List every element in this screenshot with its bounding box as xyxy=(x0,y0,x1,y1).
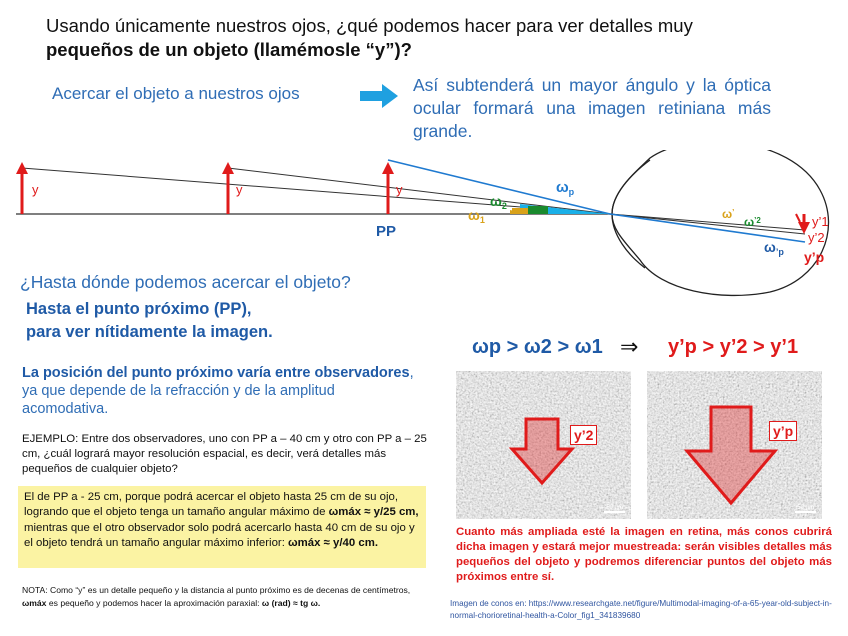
nota-omega-max: ωmáx xyxy=(22,598,47,608)
asi-text: Así subtenderá un mayor ángulo y la óptica ocular formará una imagen retiniana más grande. xyxy=(413,75,771,141)
object-arrow-p-head xyxy=(382,162,394,174)
nota-part2: es pequeño y podemos hacer la aproximación paraxial: xyxy=(46,598,262,608)
title-line2 xyxy=(46,38,836,62)
y-label-1: y xyxy=(32,182,39,197)
omega-p-label: $\omega_p$ xyxy=(556,179,575,197)
image-source: Imagen de conos en: https://www.researchgate.net/figure/Multimodal-imaging-of-a-65-year-old-subject-in-normal-chorioretinal-health-a-Color_fig1_341839680 xyxy=(450,599,832,620)
nota-part1: NOTA: Como “y” es un detalle pequeño y la distancia al punto próximo es de decenas de centímetros, xyxy=(22,585,411,595)
ejemplo-text: EJEMPLO: Entre dos observadores, uno con PP a – 40 cm y otro con PP a – 25 cm, ¿cuál logrará mayor resolución espacial, es decir, verá detalles más pequeños de cualquier objeto? xyxy=(22,433,427,475)
right-arrow-icon xyxy=(360,84,398,113)
hasta-answer-line1: Hasta el punto próximo (PP), xyxy=(26,300,252,318)
ray-2 xyxy=(228,168,610,214)
scale-bar-left: 50 µm xyxy=(606,505,623,511)
page-title xyxy=(46,14,836,62)
omega-1-rect xyxy=(512,208,528,214)
omega-2-label: $\omega_2$ xyxy=(490,193,507,211)
omega-prime-1-label: ω’ xyxy=(722,207,735,221)
cone-image-left xyxy=(456,371,631,519)
omega-prime-p-label: $\omega_{’p}$ xyxy=(764,239,784,257)
hasta-answer-line2: para ver nítidamente la imagen. xyxy=(26,323,273,341)
answer-formula2: ωmáx ≈ y/40 cm. xyxy=(288,536,379,549)
y-label-p: y xyxy=(396,182,403,197)
answer-part1: El de PP a - 25 cm, porque podrá acercar el objeto hasta 25 cm de su ojo, logrando que el objeto tenga un tamaño angular máximo de xyxy=(24,491,398,519)
omega-1-label: $\omega_1$ xyxy=(468,207,485,225)
y-prime-p-label: y’p xyxy=(804,249,825,265)
pp-label: PP xyxy=(376,223,397,240)
answer-part2: mientras que el otro observador solo podrá acercarlo hasta 40 cm de su ojo y el objeto tendrá un tamaño angular máximo inferior: xyxy=(24,521,415,549)
hasta-question: ¿Hasta dónde podemos acercar el objeto? xyxy=(20,272,351,292)
acercar-text: Acercar el objeto a nuestros ojos xyxy=(52,84,300,103)
title-line1: Usando únicamente nuestros ojos, ¿qué podemos hacer para ver detalles muy xyxy=(46,15,693,36)
omega-prime-2-label: $\omega^{’2}$ xyxy=(744,215,761,229)
omega-relation xyxy=(472,336,603,359)
nota-approx: ω (rad) ≈ tg ω. xyxy=(261,598,321,608)
scale-bar-right: 50 µm xyxy=(797,505,814,511)
implies-symbol: ⇒ xyxy=(620,334,639,359)
hasta-answer xyxy=(26,298,273,344)
answer-formula1: ωmáx ≈ y/25 cm, xyxy=(328,506,419,519)
cone-image-right xyxy=(647,371,822,519)
omega-2-rect xyxy=(528,206,548,214)
y-relation: y’p > y’2 > y’1 xyxy=(668,336,799,358)
object-arrow-2-head xyxy=(222,162,234,174)
cone-left-label: y’2 xyxy=(570,425,597,445)
posicion-text xyxy=(22,364,422,418)
title-line2-bold: pequeños de un objeto (llamémosle “y”)? xyxy=(46,39,412,60)
posicion-rest: , ya que depende de la refracción y de la amplitud acomodativa. xyxy=(22,365,414,417)
caption-text: Cuanto más ampliada esté la imagen en retina, más conos cubrirá dicha imagen y estará mejor muestreada: serán visibles detalles más pequeños del objeto y podremos diferenciar puntos del objeto más próximos entre sí. xyxy=(456,526,832,583)
cone-right-label: y’p xyxy=(769,421,797,441)
posicion-bold: La posición del punto próximo varía entre observadores xyxy=(22,365,410,381)
y-prime-1-label: y’1 xyxy=(812,214,829,229)
answer-box xyxy=(18,486,426,568)
y-prime-2-label: y’2 xyxy=(808,230,825,245)
y-label-2: y xyxy=(236,182,243,197)
nota-text xyxy=(22,584,422,610)
omega-relation-text: ωp > ω2 > ω1 xyxy=(472,336,603,358)
